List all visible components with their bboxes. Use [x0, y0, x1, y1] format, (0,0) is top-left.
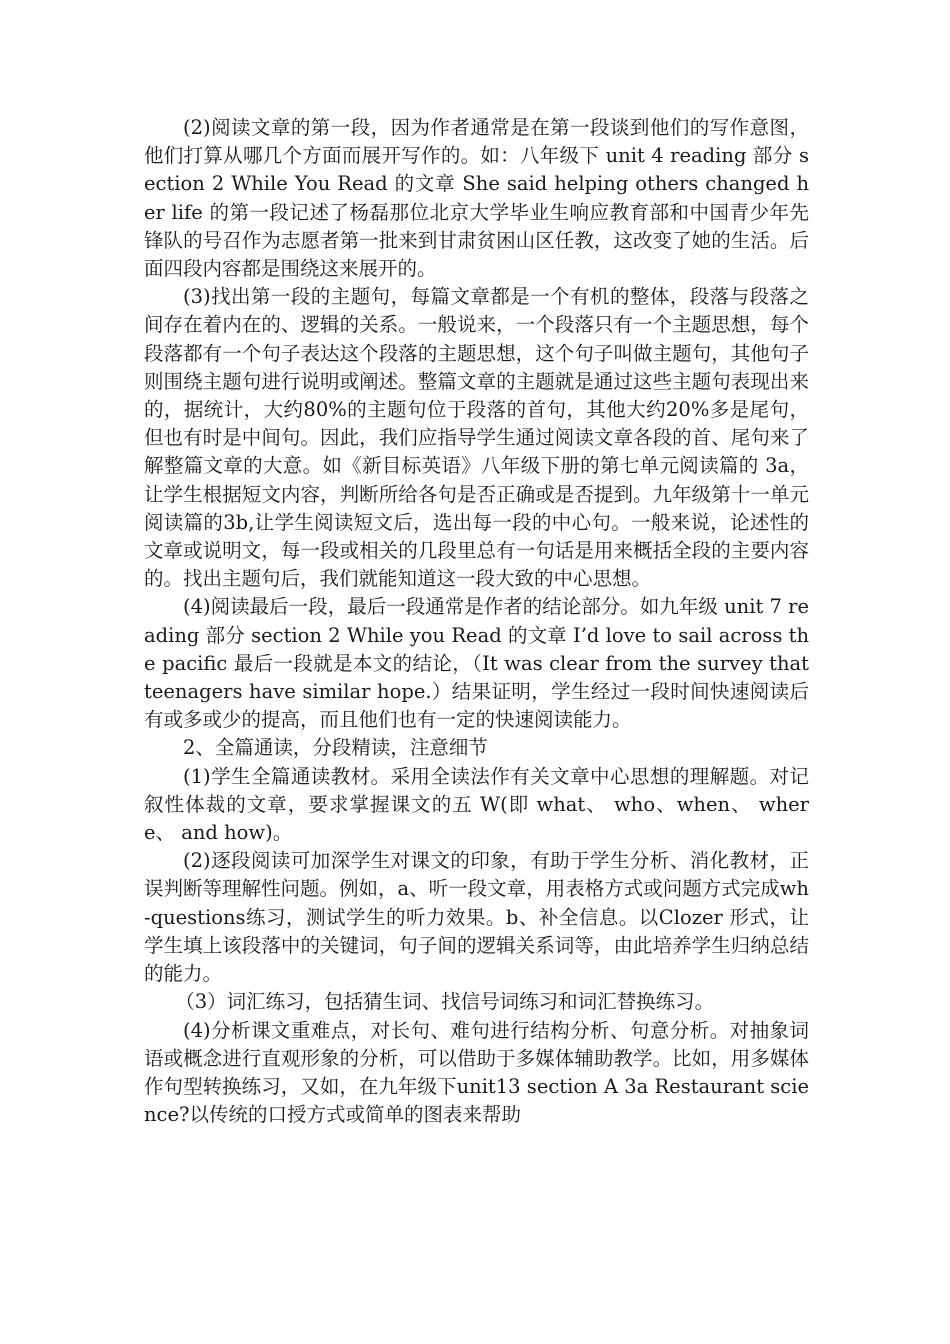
paragraph-difficulty-analysis: (4)分析课文重难点，对长句、难句进行结构分析、句意分析。对抽象词语或概念进行直观形象的分析，可以借助于多媒体辅助教学。比如，用多媒体作句型转换练习，又如，在九年级下unit13 section A 3a Restaurant science?以传统的口授方式或简单的图表来帮助	[144, 1018, 809, 1127]
paragraph-topic-sentence: (3)找出第一段的主题句，每篇文章都是一个有机的整体，段落与段落之间存在着内在的、逻辑的关系。一般说来，一个段落只有一个主题思想，每个段落都有一个句子表达这个段落的主题思想，这个句子叫做主题句，其他句子则围绕主题句进行说明或阐述。整篇文章的主题就是通过这些主题句表现出来的，据统计，大约80%的主题句位于段落的首句，其他大约20%多是尾句，但也有时是中间句。因此，我们应指导学生通过阅读文章各段的首、尾句来了解整篇文章的大意。如《新目标英语》八年级下册的第七单元阅读篇的 3a，让学生根据短文内容，判断所给各句是否正确或是否提到。九年级第十一单元阅读篇的3b,让学生阅读短文后，选出每一段的中心句。一般来说，论述性的文章或说明文，每一段或相关的几段里总有一句话是用来概括全段的主要内容的。找出主题句后，我们就能知道这一段大致的中心思想。	[144, 285, 809, 591]
paragraph-last-paragraph-reading: (4)阅读最后一段，最后一段通常是作者的结论部分。如九年级 unit 7 reading 部分 section 2 While you Read 的文章 I’d love to sail across the pacific 最后一段就是本文的结论，（It was clear from the survey that teenagers have similar hope.）结果证明，学生经过一段时间快速阅读后有或多或少的提高，而且他们也有一定的快速阅读能力。	[144, 595, 809, 732]
document-body	[144, 114, 809, 1129]
paragraph-first-paragraph-reading: (2)阅读文章的第一段，因为作者通常是在第一段谈到他们的写作意图，他们打算从哪几个方面而展开写作的。如：八年级下 unit 4 reading 部分 section 2 While You Read 的文章 She said helping others changed her life 的第一段记述了杨磊那位北京大学毕业生响应教育部和中国青少年先锋队的号召作为志愿者第一批来到甘肃贫困山区任教，这改变了她的生活。后面四段内容都是围绕这来展开的。	[144, 116, 809, 281]
paragraph-vocabulary-practice: （3）词汇练习，包括猜生词、找信号词练习和词汇替换练习。	[175, 990, 715, 1014]
paragraph-full-text-reading: (1)学生全篇通读教材。采用全读法作有关文章中心思想的理解题。对记叙性体裁的文章，要求掌握课文的五 W(即 what、 who、when、 where、 and how)。	[144, 764, 809, 845]
paragraph-section-reading: (2)逐段阅读可加深学生对课文的印象，有助于学生分析、消化教材，正误判断等理解性问题。例如，a、听一段文章，用表格方式或问题方式完成wh-questions练习，测试学生的听力效果。b、补全信息。以Clozer 形式，让学生填上该段落中的关键词，句子间的逻辑关系词等，由此培养学生归纳总结的能力。	[144, 849, 809, 986]
section-heading-full-reading: 2、全篇通读，分段精读，注意细节	[183, 736, 488, 760]
